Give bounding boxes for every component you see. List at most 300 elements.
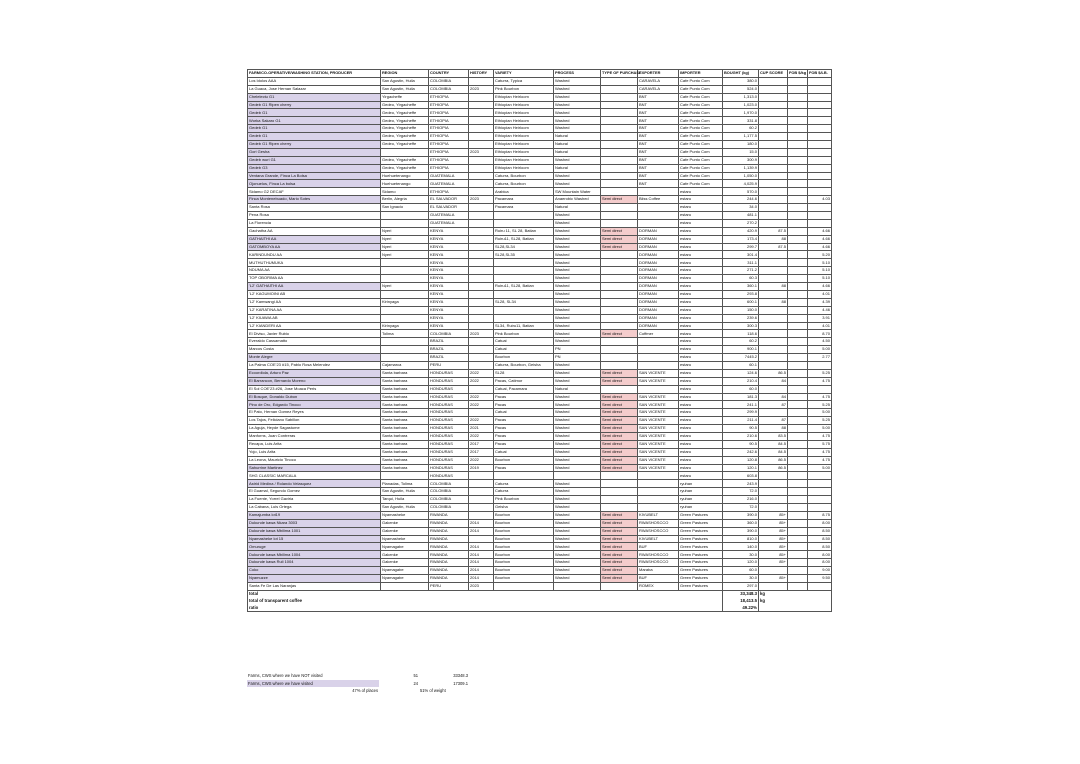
table-cell (808, 101, 832, 109)
table-cell (788, 330, 808, 338)
table-cell (638, 204, 679, 212)
table-cell: SAN VICENTE (638, 369, 679, 377)
table-cell (638, 346, 679, 354)
table-cell (788, 251, 808, 259)
table-cell (759, 354, 788, 362)
table-cell: estaru (679, 290, 723, 298)
table-cell: Cafe Punto Com (679, 117, 723, 125)
table-cell: Washed (554, 330, 601, 338)
table-cell: Pink Bourbon (494, 330, 554, 338)
table-cell: 120.8 (723, 456, 759, 464)
table-row (248, 109, 832, 117)
table-cell: 140.0 (723, 543, 759, 551)
table-cell: 2023 (469, 196, 494, 204)
table-cell (788, 417, 808, 425)
table-cell: Green Pastures (679, 527, 723, 535)
table-cell: DORMAN (638, 227, 679, 235)
table-cell: estaru (679, 212, 723, 220)
table-cell: Washed (554, 298, 601, 306)
table-cell (788, 267, 808, 275)
table-cell: estaru (679, 275, 723, 283)
table-cell: Washed (554, 283, 601, 291)
table-cell: 124.6 (723, 369, 759, 377)
table-cell (759, 567, 788, 575)
table-cell (469, 133, 494, 141)
table-cell: estaru (679, 354, 723, 362)
table-cell: Omuruge (248, 543, 381, 551)
table-cell: Nyamasheke (381, 511, 429, 519)
table-cell: Gedeo, Yirgacheffe (381, 109, 429, 117)
table-cell: Washed (554, 567, 601, 575)
table-cell: HONDURAS (429, 432, 469, 440)
table-cell: Gedeb G3 (248, 164, 381, 172)
table-cell: RWANDA (429, 567, 469, 575)
table-cell: Pacas (494, 393, 554, 401)
table-cell (808, 85, 832, 93)
table-cell: Washed (554, 219, 601, 227)
table-cell: KENYA (429, 314, 469, 322)
table-cell (469, 172, 494, 180)
table-cell: HONDURAS (429, 464, 469, 472)
column-header: PROCESS (554, 70, 601, 78)
table-cell: Ojonuelos, Finca La bolsa (248, 180, 381, 188)
summary-label: Farms, CWS where we have visited (247, 680, 379, 688)
table-cell: Washed (554, 290, 601, 298)
table-cell: 239.6 (723, 314, 759, 322)
table-row (248, 464, 832, 472)
table-cell: CARAVELA (638, 77, 679, 85)
summary-weight: 33348.3 (453, 673, 468, 679)
table-cell: DORMAN (638, 267, 679, 275)
table-row (248, 503, 832, 511)
table-cell (469, 77, 494, 85)
table-cell (788, 456, 808, 464)
table-cell: Semi direct (601, 417, 638, 425)
table-cell: Nyeri (381, 227, 429, 235)
table-cell: Tolima (381, 330, 429, 338)
table-cell (788, 109, 808, 117)
table-cell: 4.39 (808, 298, 832, 306)
table-cell: 5.25 (808, 417, 832, 425)
table-cell: KENYA (429, 306, 469, 314)
table-cell: Nyamagabe (381, 567, 429, 575)
table-cell: 2019 (469, 464, 494, 472)
table-cell: 2014 (469, 575, 494, 583)
table-cell: ETHIOPIA (429, 117, 469, 125)
table-cell: 4.75 (808, 432, 832, 440)
table-row (248, 125, 832, 133)
table-cell: Washed (554, 101, 601, 109)
table-cell: Washed (554, 496, 601, 504)
table-cell: 87.5 (759, 243, 788, 251)
table-cell: DORMAN (638, 306, 679, 314)
table-row (248, 354, 832, 362)
table-cell: ETHIOPIA (429, 133, 469, 141)
table-cell: Bourbon (494, 575, 554, 583)
table-cell (788, 212, 808, 220)
table-cell: 60.2 (723, 338, 759, 346)
table-cell: BNT (638, 109, 679, 117)
table-cell: RWANDA (429, 519, 469, 527)
table-cell: Washed (554, 259, 601, 267)
table-cell (601, 306, 638, 314)
table-cell: 2022 (469, 401, 494, 409)
table-cell: Gedeo, Yirgacheffe (381, 164, 429, 172)
table-cell (808, 488, 832, 496)
table-cell: Semi direct (601, 448, 638, 456)
table-cell: Monte Alegre (248, 354, 381, 362)
table-cell: 72.0 (723, 488, 759, 496)
table-cell: Caturra (494, 480, 554, 488)
table-cell: 30.0 (723, 551, 759, 559)
table-cell: ryuhan (679, 503, 723, 511)
table-cell: 60.1 (723, 361, 759, 369)
table-cell: SAN VICENTE (638, 432, 679, 440)
table-cell: 299.9 (723, 409, 759, 417)
table-cell: BNT (638, 125, 679, 133)
table-cell: HONDURAS (429, 425, 469, 433)
table-cell (494, 267, 554, 275)
table-cell: estaru (679, 306, 723, 314)
table-row (248, 259, 832, 267)
table-cell (554, 472, 601, 480)
table-cell: San Agustin, Huila (381, 77, 429, 85)
table-cell (788, 93, 808, 101)
table-cell: BNT (638, 93, 679, 101)
table-cell: Cafe Punto Com (679, 125, 723, 133)
table-cell (381, 148, 429, 156)
table-cell: estaru (679, 385, 723, 393)
table-cell: 88 (759, 425, 788, 433)
table-cell: SAN VICENTE (638, 409, 679, 417)
table-cell: 4.75 (808, 377, 832, 385)
table-cell: GUATEMALA (429, 180, 469, 188)
table-cell: HONDURAS (429, 472, 469, 480)
table-cell: Pacas (494, 464, 554, 472)
table-cell: RWANDA (429, 543, 469, 551)
table-row (248, 117, 832, 125)
table-row (248, 212, 832, 220)
table-cell: BNT (638, 156, 679, 164)
table-cell: Washed (554, 425, 601, 433)
table-cell: KENYA (429, 267, 469, 275)
table-cell: 301.4 (723, 251, 759, 259)
table-cell: DORMAN (638, 283, 679, 291)
table-cell: Gedeb G1 (248, 125, 381, 133)
table-cell: Washed (554, 322, 601, 330)
table-cell: Worka Sakaro G1 (248, 117, 381, 125)
table-cell (601, 204, 638, 212)
table-cell: Huehuetenango (381, 172, 429, 180)
table-cell: Natural (554, 141, 601, 149)
table-cell: ETHIOPIA (429, 141, 469, 149)
table-cell: Washed (554, 559, 601, 567)
table-cell (381, 267, 429, 275)
table-cell (788, 409, 808, 417)
table-row (248, 243, 832, 251)
table-cell (808, 133, 832, 141)
table-cell (808, 148, 832, 156)
table-cell: 1,313.0 (723, 93, 759, 101)
table-row (248, 164, 832, 172)
table-cell (601, 472, 638, 480)
table-cell (808, 582, 832, 590)
table-cell: Semi direct (601, 425, 638, 433)
table-cell: MUTHUTHUMUKA (248, 259, 381, 267)
table-cell (469, 283, 494, 291)
table-cell (469, 290, 494, 298)
table-cell: PERU (429, 361, 469, 369)
table-cell: Washed (554, 535, 601, 543)
table-cell (469, 314, 494, 322)
table-cell: HONDURAS (429, 377, 469, 385)
totals-value: 33,348.3 (723, 591, 759, 598)
table-cell: ETHIOPIA (429, 164, 469, 172)
table-cell: Nyamuzze (248, 575, 381, 583)
table-cell (788, 283, 808, 291)
table-cell: San Agustin, Huila (381, 488, 429, 496)
table-cell: KENYA (429, 298, 469, 306)
summary-count: 51 (413, 673, 418, 679)
table-cell: KENYA (429, 275, 469, 283)
table-cell (601, 101, 638, 109)
table-cell: Anaerobic Washed (554, 196, 601, 204)
table-cell (788, 101, 808, 109)
table-cell: Bourbon (494, 519, 554, 527)
table-cell (381, 472, 429, 480)
table-row (248, 472, 832, 480)
table-cell (759, 117, 788, 125)
table-cell: Semi direct (601, 243, 638, 251)
table-row (248, 480, 832, 488)
table-cell: GATHAITHI AA (248, 235, 381, 243)
table-cell (808, 125, 832, 133)
table-cell: 5.10 (808, 275, 832, 283)
table-cell: El Pato, Hernan Gomez Reyes (248, 409, 381, 417)
table-cell (788, 125, 808, 133)
summary-row-percent (247, 687, 469, 695)
table-cell: Semi direct (601, 196, 638, 204)
table-cell: Bourbon (494, 527, 554, 535)
table-cell: Washed (554, 488, 601, 496)
table-cell (808, 77, 832, 85)
table-cell: RWASHOSCCO (638, 527, 679, 535)
table-cell: 4.66 (808, 235, 832, 243)
table-cell: 8.50 (808, 543, 832, 551)
totals-unit: kg (759, 591, 832, 598)
totals-row (248, 598, 832, 605)
table-cell: 120.1 (723, 464, 759, 472)
table-cell: 8.50 (808, 535, 832, 543)
table-cell: La Cabana, Luis Ortega (248, 503, 381, 511)
table-cell: 85+ (759, 543, 788, 551)
table-row (248, 204, 832, 212)
table-cell (759, 196, 788, 204)
table-cell (381, 314, 429, 322)
table-cell: KENYA (429, 251, 469, 259)
table-cell: Santa barbara (381, 385, 429, 393)
table-cell: Cafe Punto Com (679, 180, 723, 188)
table-cell: COLOMBIA (429, 496, 469, 504)
table-cell: estaru (679, 219, 723, 227)
table-cell: Kirinyaga (381, 322, 429, 330)
table-cell: Washed (554, 503, 601, 511)
table-cell: 390.0 (723, 511, 759, 519)
table-cell: 'L2' KIANDERI AA (248, 322, 381, 330)
table-cell: 2022 (469, 432, 494, 440)
table-cell (808, 117, 832, 125)
table-cell: COLOMBIA (429, 77, 469, 85)
table-cell: Nyeri (381, 243, 429, 251)
table-cell: Washed (554, 409, 601, 417)
table-cell: 3.91 (808, 314, 832, 322)
table-cell: Dukunde kawa Nkara 3003 (248, 519, 381, 527)
table-cell (759, 409, 788, 417)
table-row (248, 196, 832, 204)
table-cell: Washed (554, 401, 601, 409)
table-row (248, 511, 832, 519)
table-cell: Washed (554, 172, 601, 180)
table-cell (601, 267, 638, 275)
table-cell: Natural (554, 148, 601, 156)
table-cell (759, 85, 788, 93)
table-cell (788, 290, 808, 298)
table-cell (788, 85, 808, 93)
column-header: TYPE OF PURCHASE (601, 70, 638, 78)
table-cell (759, 109, 788, 117)
table-cell: Dukunde kawa Mbilima 1004 (248, 551, 381, 559)
table-cell (469, 156, 494, 164)
table-cell: Recapa, Luis Arita (248, 440, 381, 448)
table-cell (808, 204, 832, 212)
table-cell (638, 354, 679, 362)
table-cell: SL28,SL34 (494, 243, 554, 251)
table-cell (808, 188, 832, 196)
table-cell: 4.66 (808, 243, 832, 251)
table-row (248, 180, 832, 188)
table-row (248, 188, 832, 196)
visit-summary (247, 672, 477, 695)
table-cell (808, 503, 832, 511)
table-cell: Pacas, Catimor (494, 377, 554, 385)
table-row (248, 77, 832, 85)
table-cell: 900.1 (723, 346, 759, 354)
table-cell: 293.8 (723, 290, 759, 298)
table-cell (788, 440, 808, 448)
table-row (248, 559, 832, 567)
table-cell (759, 267, 788, 275)
table-cell: Semi direct (601, 227, 638, 235)
table-cell (494, 219, 554, 227)
table-cell (601, 93, 638, 101)
column-header: HISTORY (469, 70, 494, 78)
table-cell: Gedeo, Yirgacheffe (381, 133, 429, 141)
table-cell (759, 133, 788, 141)
table-cell (759, 164, 788, 172)
table-cell: Natural (554, 133, 601, 141)
column-header: VARIETY (494, 70, 554, 78)
table-cell (469, 306, 494, 314)
table-cell (601, 496, 638, 504)
table-cell: 30.0 (723, 575, 759, 583)
table-cell: Coko (248, 567, 381, 575)
table-cell: Bourbon (494, 551, 554, 559)
table-cell (601, 298, 638, 306)
table-cell: estaru (679, 204, 723, 212)
table-cell: Catuai (494, 448, 554, 456)
table-cell (759, 212, 788, 220)
table-cell: estaru (679, 346, 723, 354)
table-cell: Cafe Punto Com (679, 101, 723, 109)
table-cell: 86.5 (759, 369, 788, 377)
table-cell: 524.0 (723, 85, 759, 93)
table-cell: Yojo, Luis Arita (248, 448, 381, 456)
table-cell: HONDURAS (429, 417, 469, 425)
table-cell: EL SALVADOR (429, 204, 469, 212)
table-cell: 85+ (759, 559, 788, 567)
table-cell: 2022 (469, 417, 494, 425)
table-cell (638, 219, 679, 227)
table-cell: 1,139.9 (723, 164, 759, 172)
table-cell: Semi direct (601, 401, 638, 409)
table-cell: 210.6 (723, 432, 759, 440)
table-cell: SL28,SL35 (494, 251, 554, 259)
totals-unit: kg (759, 598, 832, 605)
table-cell: estaru (679, 322, 723, 330)
table-cell: Los Tajos, Feliciano Sabillon (248, 417, 381, 425)
table-cell: Washed (554, 575, 601, 583)
table-cell: 300.3 (723, 322, 759, 330)
table-cell (808, 361, 832, 369)
table-cell: 5.25 (808, 401, 832, 409)
table-cell: Semi direct (601, 543, 638, 551)
table-cell: RWANDA (429, 575, 469, 583)
table-cell (638, 488, 679, 496)
table-cell (788, 188, 808, 196)
table-cell: SAN VICENTE (638, 401, 679, 409)
table-cell (788, 180, 808, 188)
table-cell (469, 354, 494, 362)
table-cell (759, 275, 788, 283)
table-cell: Washed (554, 440, 601, 448)
table-cell (469, 251, 494, 259)
table-cell (788, 527, 808, 535)
table-cell (808, 180, 832, 188)
table-cell (601, 172, 638, 180)
table-cell: SAN VICENTE (638, 377, 679, 385)
table-cell (469, 496, 494, 504)
table-cell (808, 156, 832, 164)
table-cell: 5.00 (808, 425, 832, 433)
table-cell (601, 582, 638, 590)
table-cell: 300.9 (723, 156, 759, 164)
table-cell: Ruiru 11, SL 28, Batian (494, 227, 554, 235)
table-cell: 5.10 (808, 259, 832, 267)
table-cell: Semi direct (601, 519, 638, 527)
table-row (248, 172, 832, 180)
table-cell: Washed (554, 511, 601, 519)
table-cell (788, 393, 808, 401)
table-cell: Gedeb G1 Ripen cherry (248, 141, 381, 149)
table-cell: Everaldo Cassamatto (248, 338, 381, 346)
table-cell (494, 290, 554, 298)
table-cell (808, 480, 832, 488)
table-cell: Gedeb G1 Ripen cherry (248, 101, 381, 109)
table-cell: estaru (679, 409, 723, 417)
table-cell: Green Pastures (679, 567, 723, 575)
table-cell: PN (554, 354, 601, 362)
table-cell (381, 259, 429, 267)
